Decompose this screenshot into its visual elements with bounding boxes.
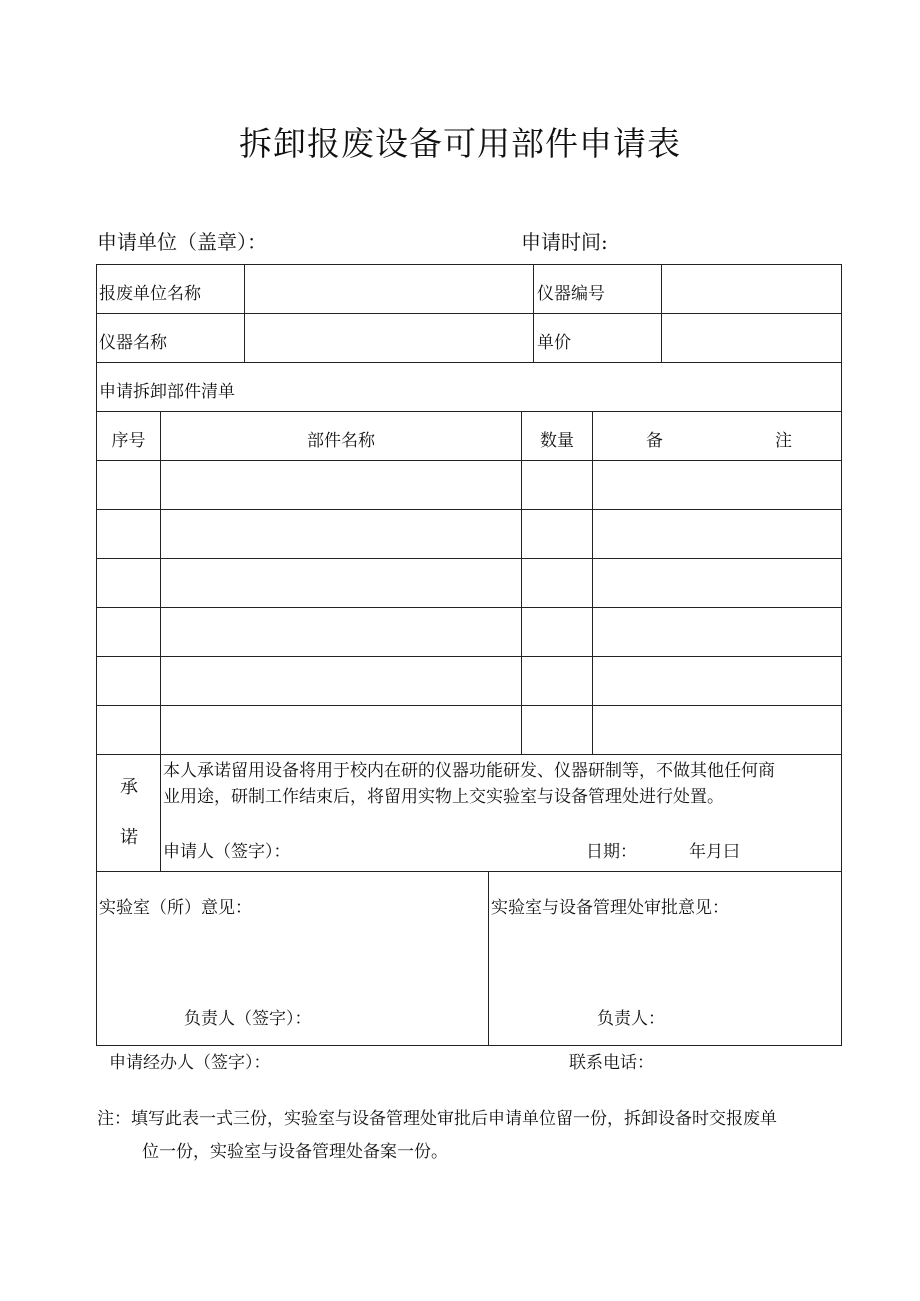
part-name-cell[interactable] xyxy=(161,510,521,558)
part-name-cell[interactable] xyxy=(161,608,521,656)
seq-cell[interactable] xyxy=(97,461,160,509)
quantity-cell[interactable] xyxy=(522,510,592,558)
scrap-unit-name-label: 报废单位名称 xyxy=(99,284,201,304)
lab-opinion-field[interactable] xyxy=(99,920,484,1000)
promise-text-line2: 业用途，研制工作结束后，将留用实物上交实验室与设备管理处进行处置。 xyxy=(163,787,724,807)
part-name-cell[interactable] xyxy=(161,657,521,705)
handler-label: 申请经办人（签字）： xyxy=(109,1053,271,1073)
column-header-part-name: 部件名称 xyxy=(307,431,375,451)
part-name-cell[interactable] xyxy=(161,559,521,607)
instrument-name-label: 仪器名称 xyxy=(99,333,167,353)
applicant-sign-label: 申请人（签字）： xyxy=(163,842,291,862)
form-title: 拆卸报废设备可用部件申请表 xyxy=(239,124,681,163)
seq-cell[interactable] xyxy=(97,608,160,656)
quantity-cell[interactable] xyxy=(522,559,592,607)
applicant-unit-label: 申请单位（盖章）： xyxy=(97,230,267,254)
seq-cell[interactable] xyxy=(97,559,160,607)
promise-text-line1: 本人承诺留用设备将用于校内在研的仪器功能研发、仪器研制等，不做其他任何商 xyxy=(163,761,775,781)
dept-opinion-label: 实验室与设备管理处审批意见： xyxy=(491,898,729,918)
promise-label-1: 承 xyxy=(120,777,138,798)
remark-cell[interactable] xyxy=(593,706,841,754)
column-header-quantity: 数量 xyxy=(540,431,574,451)
lab-responsible-label: 负责人（签字）： xyxy=(184,1009,312,1029)
note-line2: 位一份，实验室与设备管理处备案一份。 xyxy=(142,1142,448,1162)
unit-price-field[interactable] xyxy=(663,315,840,361)
part-name-cell[interactable] xyxy=(161,461,521,509)
remark-cell[interactable] xyxy=(593,461,841,509)
quantity-cell[interactable] xyxy=(522,657,592,705)
remark-cell[interactable] xyxy=(593,510,841,558)
remark-cell[interactable] xyxy=(593,559,841,607)
note-line1: 注：填写此表一式三份，实验室与设备管理处审批后申请单位留一份，拆卸设备时交报废单 xyxy=(97,1109,777,1129)
remark-cell[interactable] xyxy=(593,657,841,705)
quantity-cell[interactable] xyxy=(522,608,592,656)
column-header-seq: 序号 xyxy=(111,431,146,451)
seq-cell[interactable] xyxy=(97,706,160,754)
remark-cell[interactable] xyxy=(593,608,841,656)
lab-opinion-label: 实验室（所）意见： xyxy=(99,898,252,918)
parts-list-label: 申请拆卸部件清单 xyxy=(99,382,235,402)
part-name-cell[interactable] xyxy=(161,706,521,754)
quantity-cell[interactable] xyxy=(522,706,592,754)
promise-label-2: 诺 xyxy=(120,827,138,848)
apply-time-label: 申请时间: xyxy=(521,230,608,254)
instrument-name-field[interactable] xyxy=(246,315,532,361)
dept-opinion-field[interactable] xyxy=(491,920,836,1000)
instrument-no-field[interactable] xyxy=(663,266,840,312)
dept-responsible-label: 负责人： xyxy=(597,1009,665,1029)
applicant-sign-field[interactable] xyxy=(300,830,560,862)
instrument-no-label: 仪器编号 xyxy=(537,284,605,304)
column-header-remark-a: 备 xyxy=(646,431,663,451)
seq-cell[interactable] xyxy=(97,657,160,705)
scrap-unit-name-field[interactable] xyxy=(246,266,532,312)
unit-price-label: 单价 xyxy=(537,333,571,353)
date-format: 年月曰 xyxy=(689,842,740,862)
seq-cell[interactable] xyxy=(97,510,160,558)
column-header-remark-b: 注 xyxy=(775,431,792,451)
quantity-cell[interactable] xyxy=(522,461,592,509)
phone-label: 联系电话： xyxy=(569,1053,654,1073)
date-label: 日期： xyxy=(586,842,637,862)
